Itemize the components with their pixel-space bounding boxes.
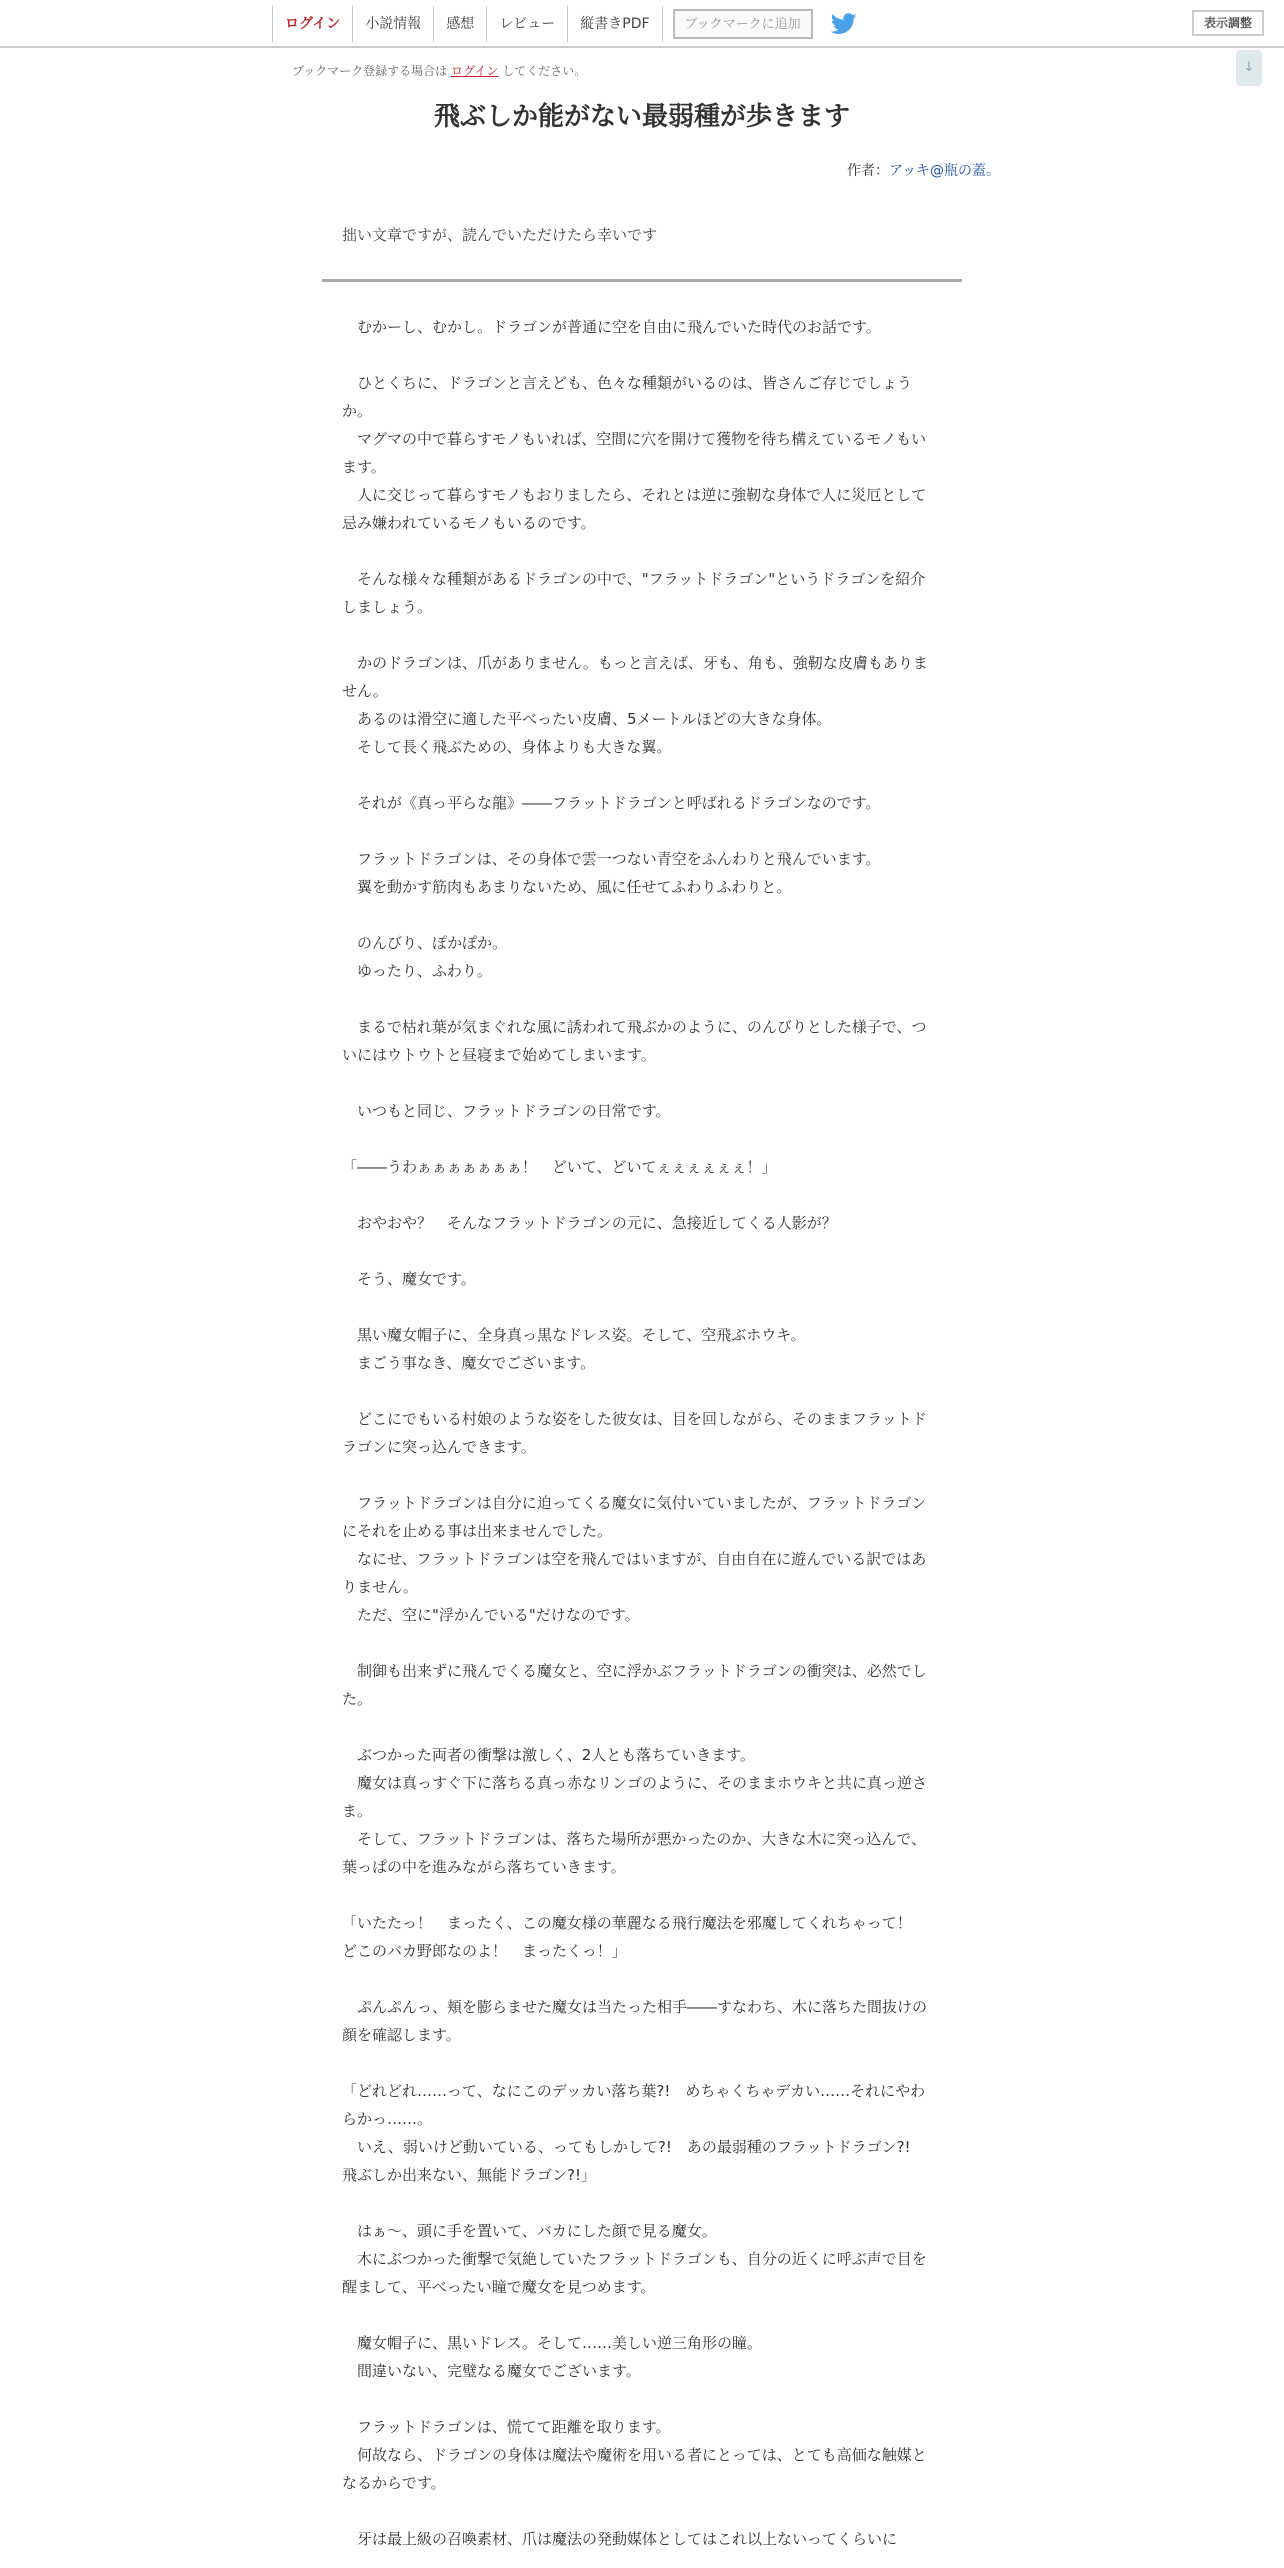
bookmark-login-link[interactable]: ログイン <box>451 64 499 78</box>
novel-body-line <box>342 1461 936 1489</box>
nav-impressions[interactable]: 感想 <box>433 6 486 42</box>
novel-body-line: いえ、弱いけど動いている、ってもしかして?! あの最弱種のフラットドラゴン?! 飛ぶしか出来ない、無能ドラゴン?!」 <box>342 2138 926 2184</box>
novel-body-line: のんびり、ぽかぽか。 <box>342 934 508 952</box>
novel-body-line: はぁ～、頭に手を置いて、バカにした顔で見る魔女。 <box>342 2222 717 2240</box>
bookmark-note-after: してください。 <box>502 64 587 78</box>
novel-body-line <box>342 817 936 845</box>
novel-body-line <box>342 1293 936 1321</box>
novel-body-line <box>342 985 936 1013</box>
bookmark-login-note <box>292 62 586 79</box>
novel-body-line <box>342 1965 936 1993</box>
add-bookmark-button[interactable]: ブックマークに追加 <box>673 9 813 39</box>
novel-body-line: 魔女は真っすぐ下に落ちる真っ赤なリンゴのように、そのままホウキと共に真っ逆さま。 <box>342 1774 928 1820</box>
novel-body-line <box>342 1069 936 1097</box>
author-label: 作者： <box>846 163 889 179</box>
novel-body-line <box>342 1125 936 1153</box>
novel-body-line: 「どれどれ……って、なにこのデッカい落ち葉?! めちゃくちゃデカい……それにやわらかっ……。 <box>342 2082 926 2128</box>
novel-body-line: フラットドラゴンは、慌てて距離を取ります。 <box>342 2418 671 2436</box>
nav-vertical-pdf[interactable]: 縦書きPDF <box>567 6 662 42</box>
novel-body-line <box>342 341 936 369</box>
novel-body-line: かのドラゴンは、爪がありません。もっと言えば、牙も、角も、強靭な皮膚もありません。 <box>342 654 928 700</box>
nav-review[interactable]: レビュー <box>486 6 567 42</box>
novel-body-line: いつもと同じ、フラットドラゴンの日常です。 <box>342 1102 671 1120</box>
novel-body-line <box>342 761 936 789</box>
novel-body-line: まごう事なき、魔女でございます。 <box>342 1354 596 1372</box>
author-line <box>847 160 1000 180</box>
novel-body-line: むかーし、むかし。ドラゴンが普通に空を自由に飛んでいた時代のお話です。 <box>342 318 881 336</box>
nav-login[interactable]: ログイン <box>272 6 352 42</box>
novel-body-line: 制御も出来ずに飛んでくる魔女と、空に浮かぶフラットドラゴンの衝突は、必然でした。 <box>342 1662 927 1708</box>
novel-body-line: ひとくちに、ドラゴンと言えども、色々な種類がいるのは、皆さんご存じでしょうか。 <box>342 374 913 420</box>
novel-body-line: マグマの中で暮らすモノもいれば、空間に穴を開けて獲物を待ち構えているモノもいます。 <box>342 430 927 476</box>
novel-body-line: 「――うわぁぁぁぁぁぁぁ！ どいて、どいてぇぇぇぇぇぇ！」 <box>342 1158 777 1176</box>
novel-body-line: まるで枯れ葉が気まぐれな風に誘われて飛ぶかのように、のんびりとした様子で、ついにはウトウトと昼寝まで始めてしまいます。 <box>342 1018 927 1064</box>
novel-body-line <box>342 537 936 565</box>
novel-body-line: あるのは滑空に適した平べったい皮膚、5メートルほどの大きな身体。 <box>342 710 832 728</box>
novel-body-line: 何故なら、ドラゴンの身体は魔法や魔術を用いる者にとっては、とても高価な触媒となるからです。 <box>342 2446 927 2492</box>
novel-body-line <box>342 2189 936 2217</box>
novel-body-line: 人に交じって暮らすモノもおりましたら、それとは逆に強靭な身体で人に災厄として忌み嫌われているモノもいるのです。 <box>342 486 927 532</box>
novel-body-line <box>342 621 936 649</box>
novel-body-line: そして、フラットドラゴンは、落ちた場所が悪かったのか、大きな木に突っ込んで、葉っぱの中を進みながら落ちていきます。 <box>342 1830 927 1876</box>
novel-preface: 拙い文章ですが、読んでいただけたら幸いです <box>342 226 658 244</box>
novel-body-line <box>342 1881 936 1909</box>
novel-body-line <box>342 901 936 929</box>
novel-body-line <box>342 1237 936 1265</box>
main-nav <box>272 6 859 42</box>
twitter-icon[interactable] <box>829 9 859 39</box>
top-navigation-bar <box>0 0 1284 48</box>
display-settings-button[interactable]: 表示調整 <box>1192 10 1264 36</box>
novel-body-line <box>342 1377 936 1405</box>
novel-body-line: 牙は最上級の召喚素材、爪は魔法の発動媒体としてはこれ以上ないってくらいに <box>342 2530 898 2548</box>
novel-body-line: それが《真っ平らな龍》――フラットドラゴンと呼ばれるドラゴンなのです。 <box>342 794 881 812</box>
novel-body-line: 魔女帽子に、黒いドレス。そして……美しい逆三角形の瞳。 <box>342 2334 763 2352</box>
novel-body <box>342 313 936 2553</box>
novel-body-line: 木にぶつかった衝撃で気絶していたフラットドラゴンも、自分の近くに呼ぶ声で目を醒まして、平べったい瞳で魔女を見つめます。 <box>342 2250 927 2296</box>
novel-body-line: フラットドラゴンは、その身体で雲一つない青空をふんわりと飛んでいます。 <box>342 850 881 868</box>
novel-body-line: おやおや？ そんなフラットドラゴンの元に、急接近してくる人影が？ <box>342 1214 837 1232</box>
novel-body-line: ぶつかった両者の衝撃は激しく、2人とも落ちていきます。 <box>342 1746 755 1764</box>
novel-body-line: どこにでもいる村娘のような姿をした彼女は、目を回しながら、そのままフラットドラゴンに突っ込んできます。 <box>342 1410 927 1456</box>
bookmark-note-before: ブックマーク登録する場合は <box>292 64 448 78</box>
novel-body-line: そう、魔女です。 <box>342 1270 476 1288</box>
novel-body-line: ゆったり、ふわり。 <box>342 962 492 980</box>
novel-body-line <box>342 1629 936 1657</box>
novel-body-line: そして長く飛ぶための、身体よりも大きな翼。 <box>342 738 672 756</box>
novel-body-line: フラットドラゴンは自分に迫ってくる魔女に気付いていましたが、フラットドラゴンにそれを止める事は出来ませんでした。 <box>342 1494 927 1540</box>
novel-body-line <box>342 2497 936 2525</box>
novel-body-line <box>342 1181 936 1209</box>
preface-divider <box>322 279 962 282</box>
novel-body-line: ただ、空に"浮かんでいる"だけなのです。 <box>342 1606 640 1624</box>
novel-body-line: そんな様々な種類があるドラゴンの中で、"フラットドラゴン"というドラゴンを紹介しましょう。 <box>342 570 926 616</box>
scroll-down-tab[interactable]: ↓ <box>1236 50 1262 86</box>
novel-body-line <box>342 2301 936 2329</box>
novel-body-line: ぷんぷんっ、頬を膨らませた魔女は当たった相手――すなわち、木に落ちた間抜けの顔を確認します。 <box>342 1998 928 2044</box>
novel-title: 飛ぶしか能がない最弱種が歩きます <box>433 102 850 132</box>
novel-body-line: 黒い魔女帽子に、全身真っ黒なドレス姿。そして、空飛ぶホウキ。 <box>342 1326 806 1344</box>
novel-body-line: 間違いない、完璧なる魔女でございます。 <box>342 2362 641 2380</box>
novel-body-line <box>342 1713 936 1741</box>
novel-body-line: 翼を動かす筋肉もあまりないため、風に任せてふわりふわりと。 <box>342 878 792 896</box>
novel-body-line: 「いたたっ！ まったく、この魔女様の華麗なる飛行魔法を邪魔してくれちゃって！ どこのバカ野郎なのよ！ まったくっ！」 <box>342 1914 927 1960</box>
novel-body-line <box>342 2385 936 2413</box>
author-link[interactable]: アッキ@瓶の蓋。 <box>888 163 1000 179</box>
novel-body-line: なにせ、フラットドラゴンは空を飛んではいますが、自由自在に遊んでいる訳ではありません。 <box>342 1550 927 1596</box>
novel-body-line <box>342 2049 936 2077</box>
nav-novel-info[interactable]: 小説情報 <box>352 6 433 42</box>
